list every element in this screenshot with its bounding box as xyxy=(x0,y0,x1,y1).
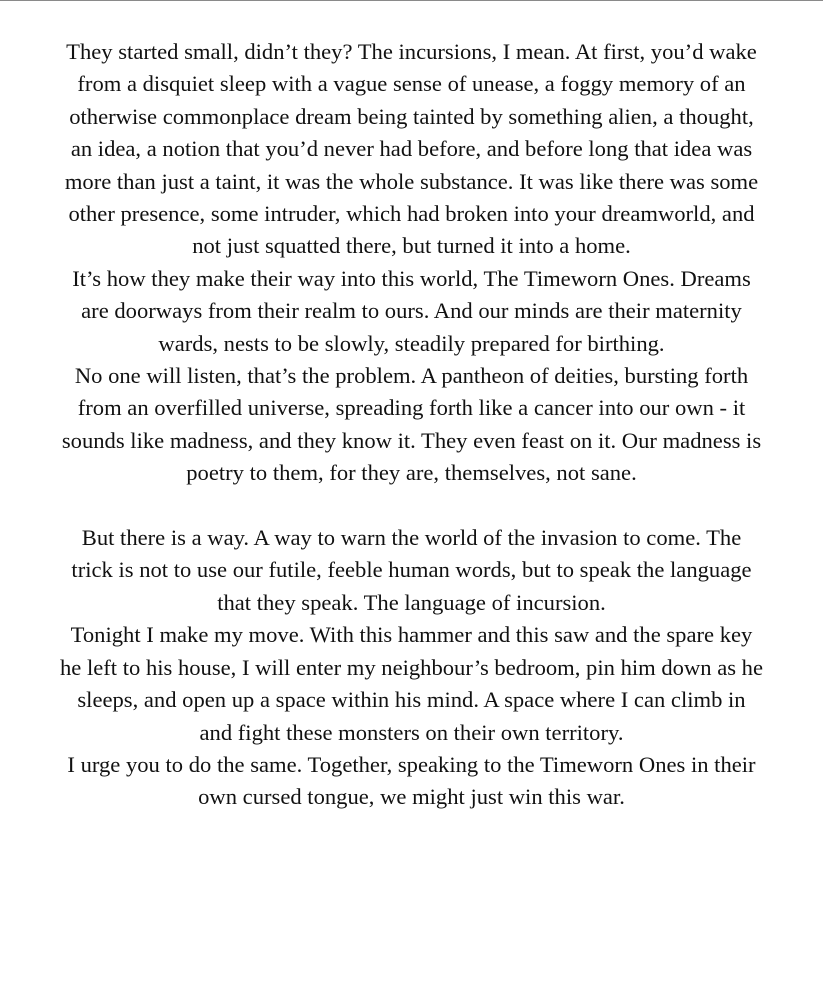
paragraph-no-one-listens: No one will listen, that’s the problem. A pantheon of deities, bursting forth from an overfilled universe, spreading forth like a cancer into our own - it sounds like madness, and they know it. They even feast on it. Our madness is poetry to them, for they are, themselves, not sane. xyxy=(61,363,762,486)
story-text xyxy=(60,36,763,814)
paragraph-tonight: Tonight I make my move. With this hammer and this saw and the spare key he left to his house, I will enter my neighbour’s bedroom, pin him down as he sleeps, and open up a space within his mind. A space where I can climb in and fight these monsters on their own territory. xyxy=(60,622,764,745)
paragraph-timeworn-ones: It’s how they make their way into this world, The Timeworn Ones. Dreams are doorways from their realm to ours. And our minds are their maternity wards, nests to be slowly, steadily prepared for birthing. xyxy=(72,265,751,356)
paragraph-urge-you: I urge you to do the same. Together, speaking to the Timeworn Ones in their own cursed tongue, we might just win this war. xyxy=(67,751,756,810)
top-divider xyxy=(0,0,823,1)
paragraph-break xyxy=(60,490,763,522)
paragraph-incursions: They started small, didn’t they? The incursions, I mean. At first, you’d wake from a disquiet sleep with a vague sense of unease, a foggy memory of an otherwise commonplace dream being tainted by something alien, a thought, an idea, a notion that you’d never had before, and before long that idea was more than just a taint, it was the whole substance. It was like there was some other presence, some intruder, which had broken into your dreamworld, and not just squatted there, but turned it into a home. xyxy=(64,39,759,259)
paragraph-there-is-a-way: But there is a way. A way to warn the world of the invasion to come. The trick is not to use our futile, feeble human words, but to speak the language that they speak. The language of incursion. xyxy=(71,525,752,615)
